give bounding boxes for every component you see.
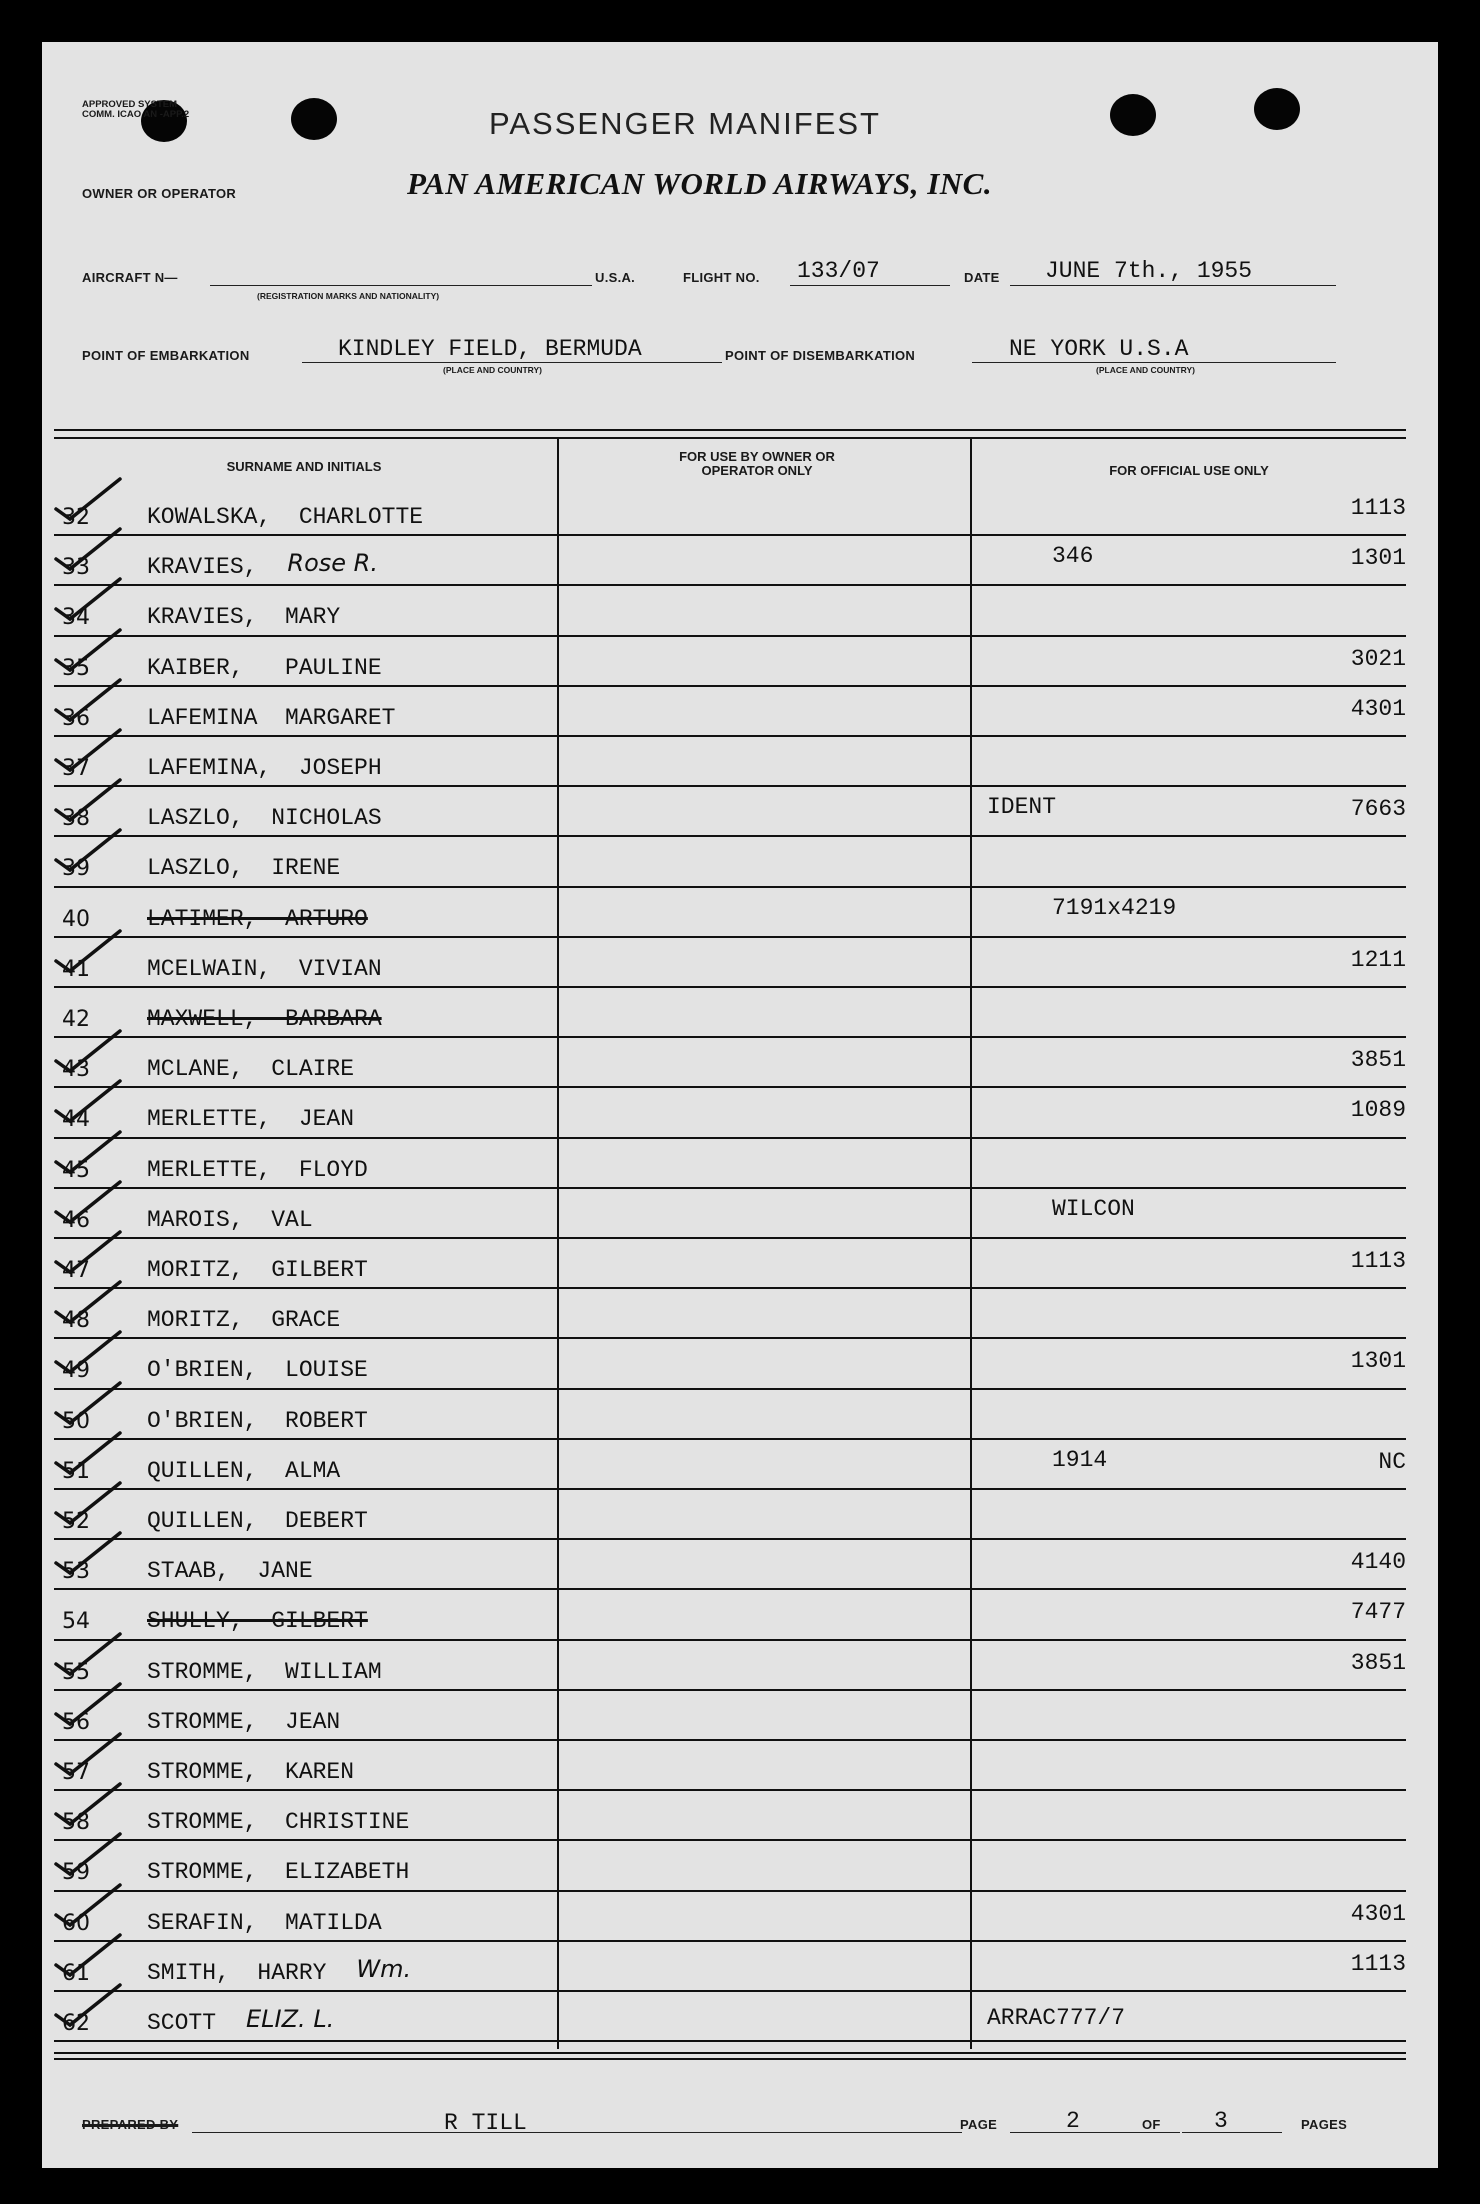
- table-row: [42, 1541, 1438, 1591]
- approval-stamp: APPROVED SYSTEM COMM. ICAO AN -APP.2: [82, 99, 190, 120]
- row-rule: [54, 1086, 1406, 1088]
- official-column-header: FOR OFFICIAL USE ONLY: [1109, 463, 1269, 478]
- table-row: [42, 939, 1438, 989]
- aircraft-label: AIRCRAFT N—: [82, 270, 178, 285]
- embark-line: [302, 362, 722, 363]
- embark-label: POINT OF EMBARKATION: [82, 348, 250, 363]
- of-label: OF: [1142, 2117, 1161, 2132]
- table-row: [42, 1893, 1438, 1943]
- passenger-name: LATIMER, ARTURO: [147, 905, 368, 932]
- row-rule: [54, 1187, 1406, 1189]
- flight-line: [790, 285, 950, 286]
- row-number: 36: [62, 705, 90, 731]
- table-row: [42, 1240, 1438, 1290]
- passenger-name: STROMME, WILLIAM: [147, 1658, 382, 1685]
- row-rule: [54, 1137, 1406, 1139]
- surname-column-header: SURNAME AND INITIALS: [226, 459, 382, 474]
- official-code: 7663: [1350, 796, 1406, 823]
- row-rule: [54, 1388, 1406, 1390]
- row-rule: [54, 835, 1406, 837]
- embark-caption: (PLACE AND COUNTRY): [443, 365, 543, 375]
- row-rule: [54, 1689, 1406, 1691]
- page-number: 2: [1066, 2108, 1080, 2134]
- official-code: 1089: [1350, 1097, 1406, 1124]
- official-note: 346: [1052, 543, 1094, 570]
- row-rule: [54, 1739, 1406, 1741]
- row-rule: [54, 1438, 1406, 1440]
- form-title: PASSENGER MANIFEST: [489, 106, 881, 141]
- table-top-rule: [54, 429, 1406, 431]
- prepared-by-value: R TILL: [444, 2110, 527, 2136]
- disembark-line: [972, 362, 1336, 363]
- table-row: [42, 1842, 1438, 1892]
- official-note: 1914: [1052, 1446, 1108, 1473]
- official-code: 3851: [1350, 1047, 1406, 1074]
- row-number: 48: [62, 1308, 90, 1334]
- passenger-name: KOWALSKA, CHARLOTTE: [147, 504, 424, 530]
- row-number: 53: [62, 1559, 90, 1585]
- row-number: 33: [62, 555, 90, 581]
- usa-label: U.S.A.: [595, 270, 636, 285]
- row-number: 38: [62, 806, 90, 832]
- official-code: 4301: [1350, 1900, 1406, 1927]
- row-number: 44: [62, 1107, 90, 1133]
- row-number: 40: [62, 906, 90, 932]
- aircraft-line: [210, 285, 592, 286]
- table-row: [42, 738, 1438, 788]
- row-number: 37: [62, 756, 90, 781]
- official-note: 7191x4219: [1052, 894, 1177, 921]
- table-row: [42, 537, 1438, 587]
- table-row: [42, 889, 1438, 939]
- row-number: 41: [62, 956, 90, 982]
- row-rule: [54, 1488, 1406, 1490]
- row-number: 42: [62, 1007, 90, 1032]
- page-line: [1010, 2132, 1180, 2133]
- official-code: 4301: [1350, 695, 1406, 722]
- table-row: [42, 1441, 1438, 1491]
- passenger-name: STROMME, JEAN: [147, 1708, 341, 1735]
- row-number: 35: [62, 655, 90, 681]
- row-rule: [54, 1538, 1406, 1540]
- handwritten-name: ELIZ. L.: [246, 2005, 335, 2033]
- row-number: 46: [62, 1207, 90, 1233]
- official-code: 1113: [1350, 1248, 1406, 1274]
- official-code: 3021: [1350, 645, 1406, 672]
- passenger-name: SMITH, HARRY: [147, 1959, 327, 1986]
- row-number: 62: [62, 2011, 90, 2036]
- registration-caption: (REGISTRATION MARKS AND NATIONALITY): [257, 291, 440, 301]
- table-row: [42, 688, 1438, 738]
- passenger-name: STROMME, CHRISTINE: [147, 1809, 410, 1836]
- passenger-name: SCOTT: [147, 2010, 217, 2036]
- row-rule: [54, 1337, 1406, 1339]
- passenger-name: STROMME, ELIZABETH: [147, 1859, 410, 1886]
- row-number: 39: [62, 856, 90, 882]
- passenger-name: KRAVIES, MARY: [147, 604, 341, 631]
- row-number: 60: [62, 1910, 90, 1936]
- row-rule: [54, 1237, 1406, 1239]
- page-label: PAGE: [960, 2117, 998, 2132]
- flight-label: FLIGHT NO.: [683, 270, 760, 285]
- official-code: 1301: [1350, 1348, 1406, 1375]
- passenger-name: STAAB, JANE: [147, 1558, 313, 1585]
- table-row: [42, 1993, 1438, 2043]
- table-row: [42, 1290, 1438, 1340]
- row-number: 43: [62, 1057, 90, 1083]
- manifest-sheet: [42, 42, 1438, 2168]
- table-row: [42, 788, 1438, 838]
- row-rule: [54, 1839, 1406, 1841]
- owner-column-header: FOR USE BY OWNER OR OPERATOR ONLY: [679, 449, 835, 478]
- row-rule: [54, 1036, 1406, 1038]
- row-number: 58: [62, 1810, 90, 1836]
- handwritten-name: Rose R.: [287, 549, 378, 578]
- row-rule: [54, 1940, 1406, 1942]
- official-code: 3851: [1350, 1649, 1406, 1676]
- row-rule: [54, 986, 1406, 988]
- official-code: NC: [1378, 1448, 1406, 1475]
- passenger-name: O'BRIEN, ROBERT: [147, 1407, 368, 1434]
- passenger-name: KAIBER, PAULINE: [147, 654, 382, 681]
- row-rule: [54, 685, 1406, 687]
- passenger-name: KRAVIES,: [147, 554, 258, 581]
- official-code: 1301: [1350, 545, 1406, 572]
- company-name: PAN AMERICAN WORLD AIRWAYS, INC.: [407, 166, 993, 201]
- page-total: 3: [1214, 2108, 1228, 2134]
- official-code: 7477: [1350, 1599, 1406, 1626]
- passenger-name: MCLANE, CLAIRE: [147, 1056, 355, 1083]
- table-row: [42, 1792, 1438, 1842]
- date-value: JUNE 7th., 1955: [1045, 258, 1253, 284]
- row-rule: [54, 635, 1406, 637]
- row-number: 59: [62, 1860, 90, 1886]
- punch-hole: [291, 98, 337, 140]
- row-rule: [54, 584, 1406, 586]
- row-number: 34: [62, 605, 90, 631]
- table-row: [42, 838, 1438, 888]
- row-number: 54: [62, 1609, 90, 1635]
- official-code: 1113: [1350, 495, 1406, 521]
- row-rule: [54, 1890, 1406, 1892]
- row-rule: [54, 2040, 1406, 2042]
- table-row: [42, 1190, 1438, 1240]
- row-number: 61: [62, 1960, 90, 1986]
- row-rule: [54, 1639, 1406, 1641]
- table-top-rule-2: [54, 437, 1406, 439]
- passenger-name: MORITZ, GRACE: [147, 1307, 341, 1334]
- date-line: [1010, 285, 1336, 286]
- disembark-label: POINT OF DISEMBARKATION: [725, 348, 916, 363]
- table-row: [42, 1642, 1438, 1692]
- official-code: 1113: [1350, 1950, 1406, 1977]
- table-row: [42, 487, 1438, 537]
- passenger-name: LAFEMINA, JOSEPH: [147, 755, 382, 781]
- passenger-name: MAXWELL, BARBARA: [147, 1006, 382, 1032]
- table-row: [42, 1692, 1438, 1742]
- punch-hole: [1254, 88, 1300, 130]
- table-row: [42, 1742, 1438, 1792]
- passenger-name: O'BRIEN, LOUISE: [147, 1357, 368, 1384]
- row-number: 50: [62, 1408, 90, 1434]
- row-rule: [54, 785, 1406, 787]
- table-row: [42, 638, 1438, 688]
- table-row: [42, 1943, 1438, 1993]
- table-row: [42, 587, 1438, 637]
- passenger-name: LAFEMINA MARGARET: [147, 704, 396, 731]
- table-row: [42, 1089, 1438, 1139]
- prepared-line: [192, 2132, 962, 2133]
- handwritten-name: Wm.: [356, 1954, 412, 1983]
- table-bottom-rule-2: [54, 2058, 1406, 2060]
- passenger-name: QUILLEN, ALMA: [147, 1457, 341, 1484]
- row-rule: [54, 1287, 1406, 1289]
- table-row: [42, 1591, 1438, 1641]
- row-number: 57: [62, 1760, 90, 1785]
- owner-label: OWNER OR OPERATOR: [82, 186, 237, 201]
- prepared-label: PREPARED BY: [82, 2117, 179, 2132]
- official-code: 4140: [1350, 1549, 1406, 1576]
- table-row: [42, 1340, 1438, 1390]
- row-rule: [54, 1588, 1406, 1590]
- row-rule: [54, 936, 1406, 938]
- table-row: [42, 1491, 1438, 1541]
- flight-number: 133/07: [797, 258, 880, 284]
- row-number: 51: [62, 1458, 90, 1484]
- passenger-name: STROMME, KAREN: [147, 1759, 355, 1785]
- official-code: 1211: [1350, 946, 1406, 973]
- punch-hole: [1110, 94, 1156, 136]
- table-row: [42, 1039, 1438, 1089]
- table-row: [42, 989, 1438, 1039]
- official-note: WILCON: [1052, 1195, 1135, 1222]
- passenger-name: QUILLEN, DEBERT: [147, 1508, 368, 1534]
- passenger-name: LASZLO, NICHOLAS: [147, 805, 382, 832]
- official-note: IDENT: [987, 794, 1057, 821]
- passenger-name: MORITZ, GILBERT: [147, 1257, 368, 1283]
- official-note: ARRAC777/7: [987, 2005, 1126, 2031]
- table-bottom-rule: [54, 2052, 1406, 2054]
- passenger-name: MCELWAIN, VIVIAN: [147, 955, 382, 982]
- passenger-name: SERAFIN, MATILDA: [147, 1909, 382, 1936]
- passenger-name: SHULLY, GILBERT: [147, 1608, 368, 1635]
- row-number: 55: [62, 1659, 90, 1685]
- passenger-name: MAROIS, VAL: [147, 1206, 313, 1233]
- table-row: [42, 1391, 1438, 1441]
- row-number: 56: [62, 1709, 90, 1735]
- row-number: 32: [62, 505, 90, 530]
- row-rule: [54, 1990, 1406, 1992]
- row-number: 52: [62, 1509, 90, 1534]
- row-number: 49: [62, 1358, 90, 1384]
- row-rule: [54, 735, 1406, 737]
- row-number: 47: [62, 1258, 90, 1283]
- row-rule: [54, 886, 1406, 888]
- disembark-value: NE YORK U.S.A: [1009, 336, 1189, 362]
- row-rule: [54, 1789, 1406, 1791]
- table-row: [42, 1140, 1438, 1190]
- total-line: [1182, 2132, 1282, 2133]
- row-rule: [54, 534, 1406, 536]
- disembark-caption: (PLACE AND COUNTRY): [1096, 365, 1196, 375]
- passenger-name: MERLETTE, FLOYD: [147, 1156, 368, 1183]
- passenger-name: LASZLO, IRENE: [147, 855, 341, 882]
- row-number: 45: [62, 1157, 90, 1183]
- passenger-name: MERLETTE, JEAN: [147, 1106, 355, 1133]
- pages-label: PAGES: [1301, 2117, 1348, 2132]
- embark-value: KINDLEY FIELD, BERMUDA: [338, 336, 642, 362]
- date-label: DATE: [964, 270, 1000, 285]
